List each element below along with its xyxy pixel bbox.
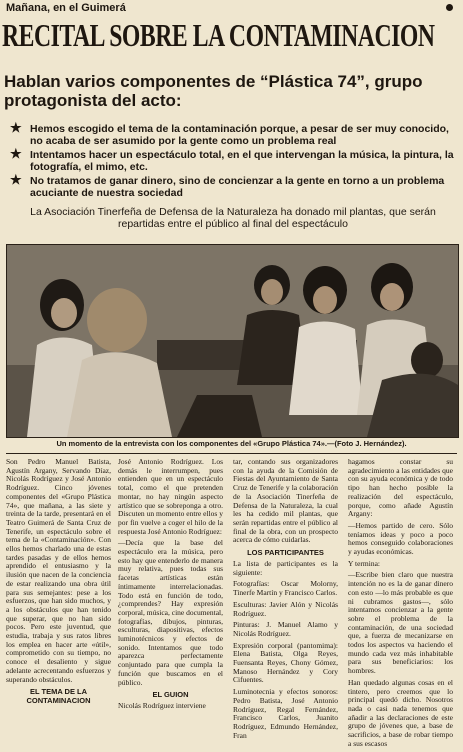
paragraph: Expresión corporal (pantomima): Elena Batista, Olga Reyes, Fuensanta Reyes, Chony Gómez, Manoso Hernández y Cory Cifuentes. bbox=[233, 640, 338, 685]
paragraph: —Hemos partido de cero. Sólo teníamos ideas y poco a poco hemos conseguido colaboraciones y ayudas económicas. bbox=[348, 520, 453, 557]
paragraph: Son Pedro Manuel Batista, Agustín Argany, Servando Díaz, Nicolás Rodríguez y José Antonio Rodríguez. Cinco jóvenes componentes del «Grupo Plástica 74», que mañana, a las siete y treinta de la tarde, presentará en el Teatro Guimerá de Santa Cruz de Tenerife, un espectáculo sobre el tema de la «Contaminación». Con ellos hemos charlado una de estas tardes pasadas y de ellos hemos aprendido el entusiasmo y la ilusión que nacen de la conciencia de estar realizando una obra útil para sus semejantes: pese a los esfuerzos, que han sido muchos, y a los obstáculos que han tenido que superar, que no han sido pocos. Pero este juventud, que estudia, trabaja y sus ratos libres los emplea en hacer arte «útil», comprometido con su tiempo, no conoce el desaliento y sigue adelante acrecentando esfuerzos y superando obstáculos. bbox=[6, 457, 111, 684]
paragraph: tar, contando sus organizadores con la ayuda de la Comisión de Fiestas del Ayuntamiento de Santa Cruz de Tenerife y la colaboración de la Asociación Tinerfeña de Defensa de la Naturaleza, la cual les ha cedido mil plantas, que serán repartidas entre el público al final de la obra, con un prospecto acerca de cómo cuidarlas. bbox=[233, 457, 338, 545]
bullet-text: No tratamos de ganar dinero, sino de concienzar a la gente en torno a un problema acuciante de nuestra sociedad bbox=[30, 175, 445, 199]
star-icon: ★ bbox=[10, 172, 22, 187]
paragraph: —Decía que la base del espectáculo era la música, pero esto hay que entenderlo de manera muy relativa, pues todas sus facetas artísticas están íntimamente interrelacionadas. Todo está en función de todo, ¿comprendes? Hay expresión corporal, música, cine documental, fotografías, dibujos, pinturas, esculturas, diapositivas, efectos luminotécnicos y efectos de sonido. Intentamos que todo aparezca perfectamente conjuntado para que cumpla la función que buscamos en el público. bbox=[118, 538, 223, 687]
article-column-2 bbox=[118, 458, 223, 714]
bullet-text: Hemos escogido el tema de la contaminación porque, a pesar de ser muy conocido, no acaba de ser asumido por la gente como un problema real bbox=[30, 123, 449, 147]
kicker: Mañana, en el Guimerá bbox=[6, 2, 126, 14]
paragraph: Pinturas: J. Manuel Alamo y Nicolás Rodríguez. bbox=[233, 620, 338, 638]
group-photo-drawing bbox=[7, 245, 458, 437]
paragraph: Fotografías: Oscar Molorny, Tinerfe Martín y Francisco Carlos. bbox=[233, 579, 338, 598]
note-line: La Asociación Tinerfeña de Defensa de la Naturaleza ha donado mil plantas, que serán repartidas entre el público al final del espectáculo bbox=[30, 206, 436, 230]
article-column-1 bbox=[6, 458, 111, 708]
paragraph: hagamos constar su agradecimiento a las entidades que con su ayuda económica y de todo tipo han hecho posible la realización del espectáculo, porque, como añade Agustín Argany: bbox=[348, 457, 453, 519]
bullet-item bbox=[10, 172, 456, 199]
bullet-list bbox=[10, 120, 456, 201]
bullet-item bbox=[10, 146, 456, 173]
bullet-text: Intentamos hacer un espectáculo total, en el que intervengan la música, la pintura, la fotografía, el mimo, etc. bbox=[30, 149, 454, 173]
paragraph: Esculturas: Javier Alón y Nicolás Rodríguez. bbox=[233, 599, 338, 618]
bullet-item bbox=[10, 120, 456, 147]
group-photo bbox=[6, 244, 459, 438]
paragraph: Luminotecnia y efectos sonoros: Pedro Batista, José Antonio Rodríguez, Regal Fernández, Francisco Carlos, Juanito Rodríguez, Edmundo Hernández, Fran bbox=[233, 687, 338, 740]
paragraph: Han quedado algunas cosas en el tintero, pero creemos que lo principal quedó dicho. Nosotros nada o casi nada tenemos que añadir a las declaraciones de este grupo de jóvenes que, a base de sacrificios, a base de robar tiempo a sus escasos bbox=[348, 677, 453, 748]
subheading: EL TEMA DE LA CONTAMINACION bbox=[26, 687, 91, 706]
subheading: LOS PARTICIPANTES bbox=[247, 548, 324, 558]
article-column-4 bbox=[348, 458, 453, 752]
article-column-3 bbox=[233, 458, 338, 743]
corner-dot-icon bbox=[446, 4, 453, 11]
paragraph: Y termina: bbox=[348, 558, 381, 568]
column-rule bbox=[6, 453, 457, 454]
deck: Hablan varios componentes de “Plástica 74”, grupo protagonista del acto: bbox=[4, 72, 423, 110]
paragraph: José Antonio Rodríguez. Los demás le interrumpen, pues entienden que en un espectáculo total, como el que pretenden montar, no hay ningún aspecto artístico que se sobreponga a otro. Discuten un momento entre ellos y por fin vuelve a coger el hilo de la respuesta José Antonio Rodríguez: bbox=[118, 457, 223, 536]
photo-caption: Un momento de la entrevista con los componentes del «Grupo Plástica 74».—(Foto J. Hernández). bbox=[56, 439, 407, 448]
subheading: EL GUION bbox=[152, 690, 189, 700]
star-icon: ★ bbox=[10, 120, 22, 135]
paragraph: La lista de participantes es la siguiente: bbox=[233, 559, 338, 577]
star-icon: ★ bbox=[10, 146, 22, 161]
headline: RECITAL SOBRE LA CONTAMINACION bbox=[2, 17, 435, 53]
paragraph: —Escribe bien claro que nuestra intención no es la de ganar dinero con esto —lo más probable es que ni cubramos gastos—, sólo intentamos concienzar a la gente sobre el problema de la contaminación, de una sociedad que, a fuerza de mecanizarse en todos los aspectos va haciendo el mundo cada vez más inhabitable para sus beneficiarios: los hombres. bbox=[348, 570, 453, 676]
paragraph: Nicolás Rodríguez interviene bbox=[118, 701, 206, 711]
